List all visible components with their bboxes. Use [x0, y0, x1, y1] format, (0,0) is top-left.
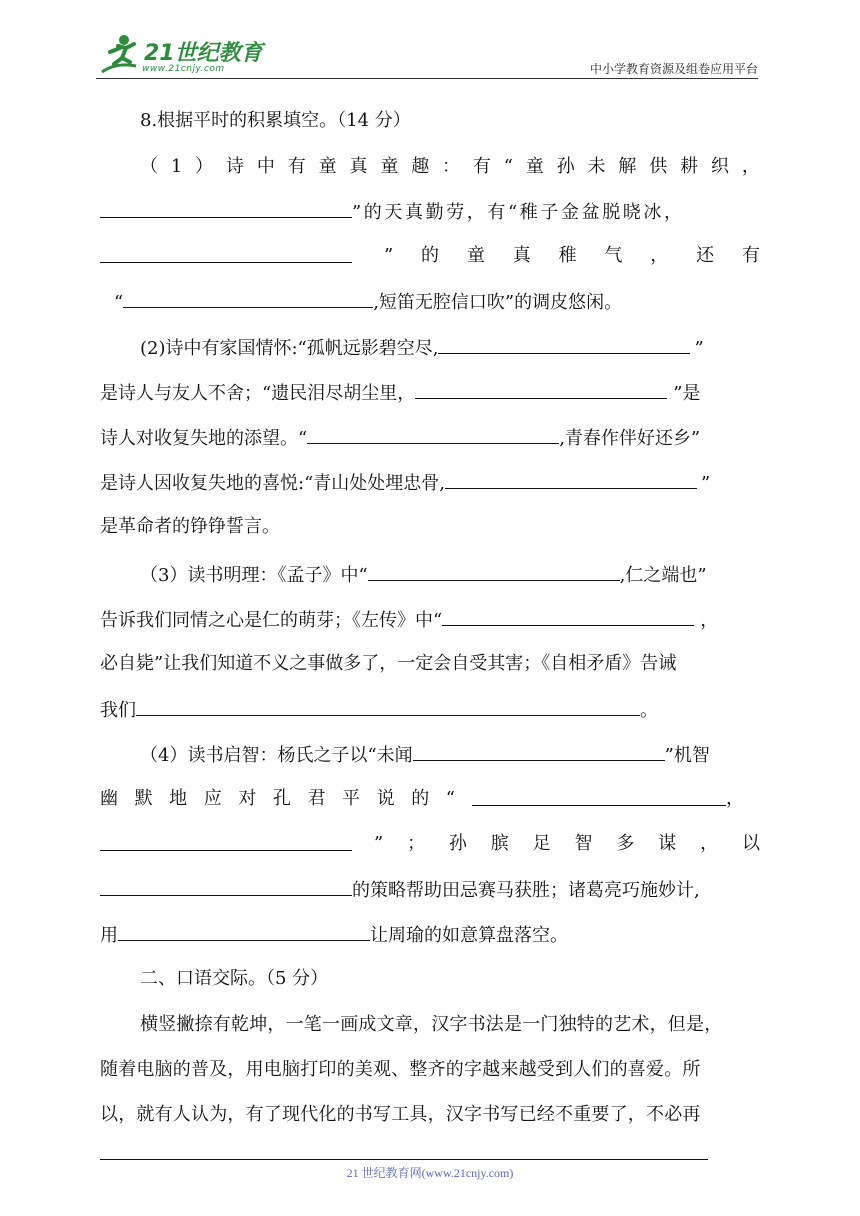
answer-blank[interactable] — [442, 604, 694, 626]
char: 对 — [238, 788, 257, 809]
char: 中 — [256, 156, 275, 177]
footer-text: 21 世纪教育网(www.21cnjy.com) — [346, 1166, 514, 1180]
runner-logo-icon — [96, 32, 144, 78]
char: 君 — [307, 788, 326, 809]
answer-blank[interactable] — [136, 694, 640, 716]
char: 地 — [169, 788, 188, 809]
char: ； — [407, 833, 426, 854]
answer-blank[interactable] — [307, 422, 559, 444]
char: 平 — [342, 788, 361, 809]
char: ” — [384, 245, 394, 266]
char: 气 — [604, 245, 623, 266]
char: 孙 — [448, 833, 467, 854]
char: 稚 — [558, 245, 577, 266]
char: 织 — [710, 156, 729, 177]
q8-p3-line3: 必自毙”让我们知道不义之事做多了，一定会自受其害；《自相矛盾》告诫 — [100, 653, 677, 674]
char: ： — [442, 156, 461, 177]
char: 多 — [616, 833, 635, 854]
char: 应 — [203, 788, 222, 809]
char: ， — [741, 156, 760, 177]
answer-blank[interactable] — [100, 241, 352, 263]
header-divider — [96, 78, 758, 79]
section-2-para-line3: 以，就有人认为，有了现代化的书写工具，汉字书写已经不重要了，不必再 — [100, 1104, 701, 1125]
char: 的 — [421, 245, 440, 266]
char: 有 — [741, 245, 760, 266]
q8-p4-line3 — [100, 829, 760, 859]
answer-blank[interactable] — [415, 377, 667, 399]
char: 智 — [574, 833, 593, 854]
answer-blank[interactable] — [413, 739, 665, 761]
char: 解 — [618, 156, 637, 177]
section-2-para-line2: 随着电脑的普及，用电脑打印的美观、整齐的字越来越受到人们的喜爱。所 — [100, 1059, 701, 1080]
char: 膑 — [490, 833, 509, 854]
q8-p4-line5: 用 让周瑜的如意算盘落空。 — [100, 919, 760, 949]
header-slogan: 中小学教育资源及组卷应用平台 — [589, 62, 758, 76]
char: 足 — [532, 833, 551, 854]
char: ， — [650, 245, 669, 266]
answer-blank[interactable] — [100, 196, 352, 218]
q8-p2-line4: 是诗人因收复失地的喜悦:“青山处处埋忠骨, ” — [100, 467, 760, 497]
char: 有 — [287, 156, 306, 177]
char: 1 — [170, 156, 183, 177]
q8-p1-line4: “ ,短笛无腔信口吹”的调皮悠闲。 — [100, 286, 760, 316]
char: 诗 — [226, 156, 245, 177]
char: 供 — [649, 156, 668, 177]
footer-divider — [100, 1159, 708, 1160]
char: 孙 — [556, 156, 575, 177]
q8-p1-line1 — [140, 152, 760, 182]
char: 默 — [134, 788, 153, 809]
char: 童 — [318, 156, 337, 177]
char: ， — [700, 833, 719, 854]
q8-p4-line2: 幽 默 地 应 对 孔 君 平 说 的 “ ， — [100, 784, 760, 814]
answer-blank[interactable] — [100, 874, 352, 896]
char: 真 — [512, 245, 531, 266]
char: 说 — [376, 788, 395, 809]
char: 耕 — [680, 156, 699, 177]
char: 谋 — [658, 833, 677, 854]
char: 的 — [411, 788, 430, 809]
section-2-title: 二、口语交际。（5 分） — [140, 968, 329, 989]
question-8-title: 8.根据平时的积累填空。（14 分） — [140, 110, 411, 131]
q8-p4-line1: （4）读书启智：杨氏之子以“未闻 ”机智 — [140, 739, 760, 769]
char: “ — [445, 788, 455, 809]
q8-p2-line1: (2)诗中有家国情怀:“孤帆远影碧空尽, ” — [140, 332, 760, 362]
char: 趣 — [411, 156, 430, 177]
q8-p1-line3 — [100, 241, 760, 271]
logo-url: www.21cnjy.com — [142, 64, 225, 74]
q8-p3-line1: （3）读书明理：《孟子》中“ ,仁之端也” — [140, 559, 760, 589]
q8-p3-line2: 告诉我们同情之心是仁的萌芽；《左传》中“ ， — [100, 604, 760, 634]
logo-text: 21世纪教育 — [144, 41, 263, 66]
answer-blank[interactable] — [100, 829, 352, 851]
site-logo — [96, 32, 266, 80]
q8-p4-line4: 的策略帮助田忌赛马获胜；诸葛亮巧施妙计, — [100, 874, 760, 904]
char: 童 — [466, 245, 485, 266]
char: 有 — [472, 156, 491, 177]
q8-p2-line5: 是革命者的铮铮誓言。 — [100, 516, 280, 537]
char: 真 — [349, 156, 368, 177]
answer-blank[interactable] — [118, 919, 370, 941]
char: 童 — [380, 156, 399, 177]
answer-blank[interactable] — [123, 286, 373, 308]
char: 童 — [525, 156, 544, 177]
answer-blank[interactable] — [368, 559, 620, 581]
answer-blank[interactable] — [438, 332, 690, 354]
char: 未 — [587, 156, 606, 177]
char: 以 — [741, 833, 760, 854]
char: 幽 — [100, 788, 118, 809]
char: 孔 — [272, 788, 291, 809]
page-header — [96, 30, 758, 80]
char: ” — [374, 833, 384, 854]
answer-blank[interactable] — [472, 784, 726, 806]
char: ） — [195, 156, 214, 177]
q8-p2-line2: 是诗人与友人不舍；“遗民泪尽胡尘里， ”是 — [100, 377, 760, 407]
char: （ — [140, 156, 158, 177]
section-2-para-line1: 横竖撇捺有乾坤，一笔一画成文章，汉字书法是一门独特的艺术，但是， — [140, 1014, 723, 1035]
q8-p1-line2: ”的天真勤劳，有“稚子金盆脱晓冰， — [100, 196, 760, 226]
q8-p3-line4: 我们 。 — [100, 694, 760, 724]
answer-blank[interactable] — [445, 467, 697, 489]
q8-p2-line3: 诗人对收复失地的添望。“ ,青春作伴好还乡” — [100, 422, 760, 452]
char: 还 — [696, 245, 715, 266]
char: “ — [503, 156, 513, 177]
